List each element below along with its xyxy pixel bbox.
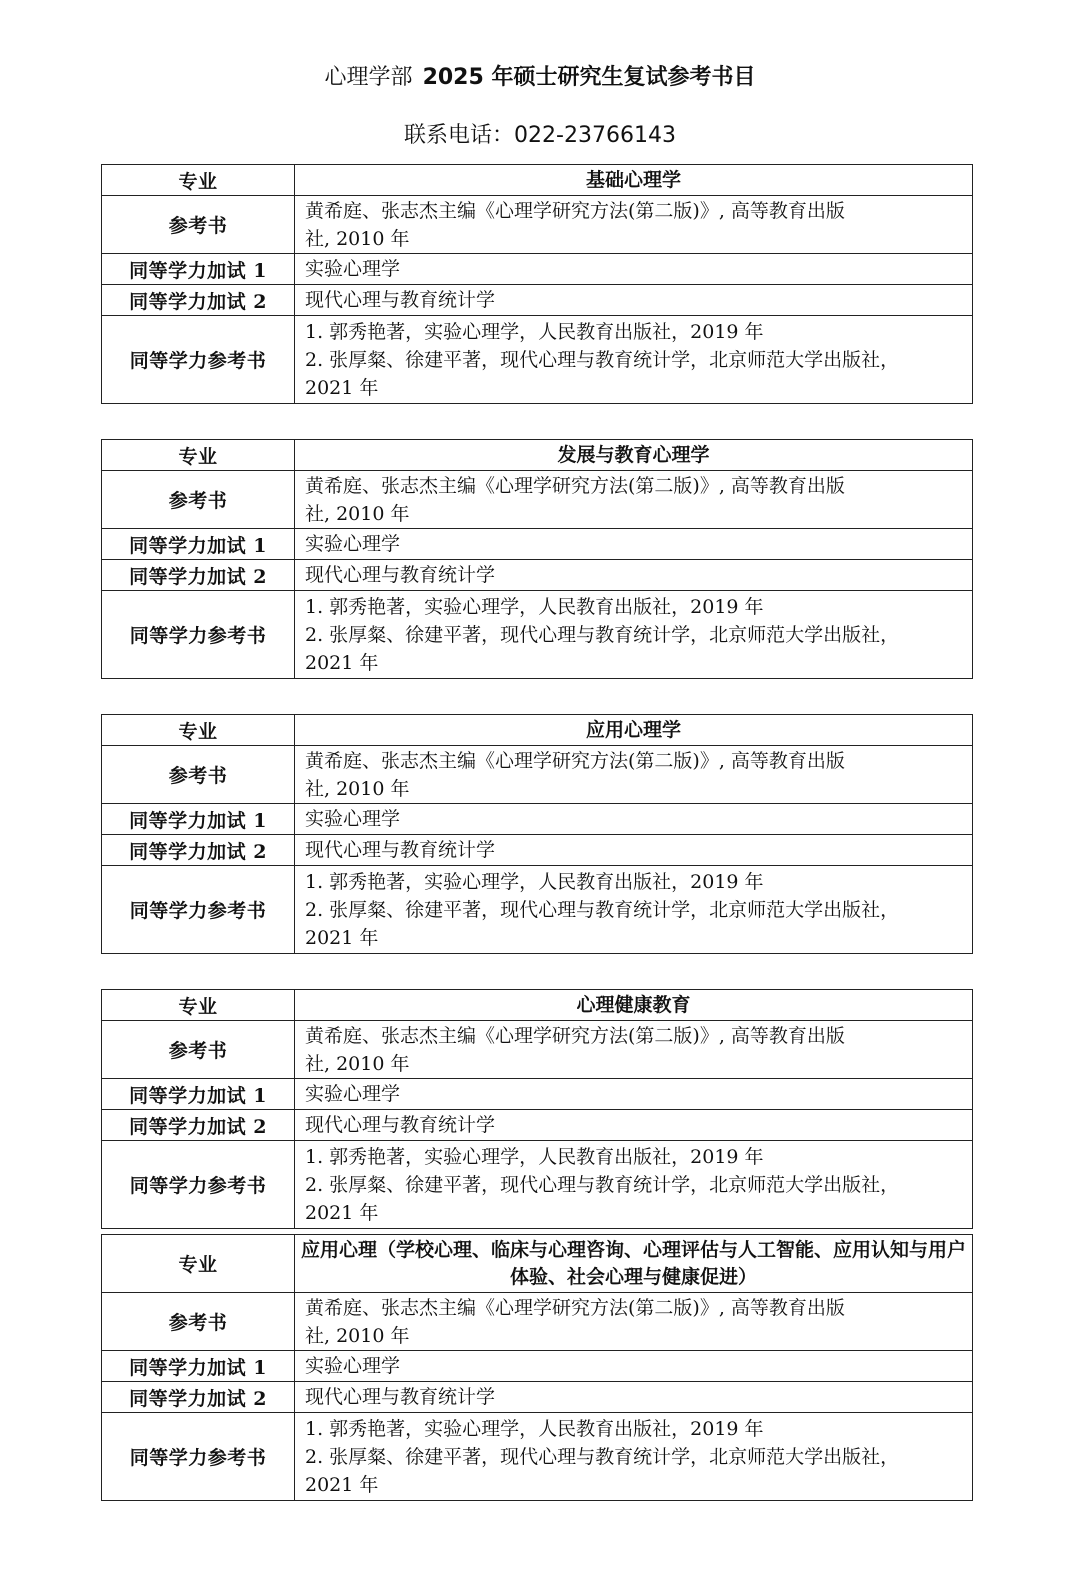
text-line: 2021 年 bbox=[305, 376, 379, 399]
equiv-ref-label: 同等学力参考书 bbox=[102, 591, 295, 679]
table-row bbox=[102, 1110, 973, 1141]
table-row bbox=[102, 285, 973, 316]
table-row bbox=[102, 1293, 973, 1351]
reference-value bbox=[295, 1293, 973, 1351]
table-row bbox=[102, 529, 973, 560]
text-line: 2. 张厚粲、徐建平著，现代心理与教育统计学，北京师范大学出版社， bbox=[305, 1173, 900, 1196]
extra2-value: 现代心理与教育统计学 bbox=[295, 285, 973, 316]
extra1-label: 同等学力加试 1 bbox=[102, 1351, 295, 1382]
major-table-4 bbox=[101, 989, 973, 1229]
table-row bbox=[102, 254, 973, 285]
text-line: 2021 年 bbox=[305, 926, 379, 949]
text-line: 应用心理（学校心理、临床与心理咨询、心理评估与人工智能、应用认知与用户 bbox=[300, 1238, 966, 1261]
text-line: 2. 张厚粲、徐建平著，现代心理与教育统计学，北京师范大学出版社， bbox=[305, 623, 900, 646]
table-row bbox=[102, 440, 973, 471]
text-line: 2021 年 bbox=[305, 1473, 379, 1496]
extra1-value: 实验心理学 bbox=[295, 1351, 973, 1382]
reference-value bbox=[295, 1021, 973, 1079]
major-name: 应用心理学 bbox=[295, 715, 973, 746]
table-row bbox=[102, 835, 973, 866]
table-row bbox=[102, 990, 973, 1021]
extra2-value: 现代心理与教育统计学 bbox=[295, 835, 973, 866]
text-line: 1. 郭秀艳著，实验心理学，人民教育出版社，2019 年 bbox=[305, 595, 764, 618]
equiv-ref-value bbox=[295, 1413, 973, 1501]
text-line: 体验、社会心理与健康促进） bbox=[509, 1265, 757, 1288]
department-name: 心理学部 bbox=[324, 65, 413, 90]
extra1-value: 实验心理学 bbox=[295, 1079, 973, 1110]
text-line: 2021 年 bbox=[305, 1201, 379, 1224]
title-main: 2025 年硕士研究生复试参考书目 bbox=[422, 65, 756, 90]
table-row bbox=[102, 196, 973, 254]
table-row bbox=[102, 1413, 973, 1501]
contact-phone bbox=[0, 120, 1080, 152]
extra2-value: 现代心理与教育统计学 bbox=[295, 560, 973, 591]
equiv-ref-value bbox=[295, 866, 973, 954]
major-label: 专业 bbox=[102, 165, 295, 196]
table-row bbox=[102, 804, 973, 835]
equiv-ref-value bbox=[295, 316, 973, 404]
reference-value bbox=[295, 746, 973, 804]
extra2-value: 现代心理与教育统计学 bbox=[295, 1110, 973, 1141]
table-row bbox=[102, 1021, 973, 1079]
equiv-ref-label: 同等学力参考书 bbox=[102, 866, 295, 954]
major-name bbox=[295, 1235, 973, 1293]
extra2-label: 同等学力加试 2 bbox=[102, 835, 295, 866]
equiv-ref-label: 同等学力参考书 bbox=[102, 316, 295, 404]
major-table-3 bbox=[101, 714, 973, 954]
major-table-5 bbox=[101, 1234, 973, 1501]
extra1-label: 同等学力加试 1 bbox=[102, 529, 295, 560]
reference-value bbox=[295, 196, 973, 254]
major-label: 专业 bbox=[102, 990, 295, 1021]
table-row bbox=[102, 746, 973, 804]
reference-label: 参考书 bbox=[102, 196, 295, 254]
extra2-value: 现代心理与教育统计学 bbox=[295, 1382, 973, 1413]
table-row bbox=[102, 866, 973, 954]
text-line: 社, 2010 年 bbox=[305, 1324, 410, 1347]
table-row bbox=[102, 1382, 973, 1413]
text-line: 社, 2010 年 bbox=[305, 227, 410, 250]
table-row bbox=[102, 1079, 973, 1110]
major-label: 专业 bbox=[102, 1235, 295, 1293]
reference-label: 参考书 bbox=[102, 1021, 295, 1079]
extra2-label: 同等学力加试 2 bbox=[102, 285, 295, 316]
extra2-label: 同等学力加试 2 bbox=[102, 1110, 295, 1141]
equiv-ref-label: 同等学力参考书 bbox=[102, 1413, 295, 1501]
reference-label: 参考书 bbox=[102, 1293, 295, 1351]
equiv-ref-value bbox=[295, 591, 973, 679]
text-line: 黄希庭、张志杰主编《心理学研究方法(第二版)》, 高等教育出版 bbox=[305, 474, 845, 497]
phone-number: 022-23766143 bbox=[514, 123, 676, 148]
text-line: 2. 张厚粲、徐建平著，现代心理与教育统计学，北京师范大学出版社， bbox=[305, 1445, 900, 1468]
table-row bbox=[102, 1235, 973, 1293]
table-row bbox=[102, 1141, 973, 1229]
major-name: 基础心理学 bbox=[295, 165, 973, 196]
table-row bbox=[102, 471, 973, 529]
page-title bbox=[0, 62, 1080, 94]
extra2-label: 同等学力加试 2 bbox=[102, 1382, 295, 1413]
major-name: 发展与教育心理学 bbox=[295, 440, 973, 471]
extra1-label: 同等学力加试 1 bbox=[102, 804, 295, 835]
text-line: 社, 2010 年 bbox=[305, 777, 410, 800]
equiv-ref-value bbox=[295, 1141, 973, 1229]
text-line: 1. 郭秀艳著，实验心理学，人民教育出版社，2019 年 bbox=[305, 1145, 764, 1168]
text-line: 社, 2010 年 bbox=[305, 502, 410, 525]
extra2-label: 同等学力加试 2 bbox=[102, 560, 295, 591]
text-line: 黄希庭、张志杰主编《心理学研究方法(第二版)》, 高等教育出版 bbox=[305, 199, 845, 222]
equiv-ref-label: 同等学力参考书 bbox=[102, 1141, 295, 1229]
extra1-value: 实验心理学 bbox=[295, 254, 973, 285]
text-line: 黄希庭、张志杰主编《心理学研究方法(第二版)》, 高等教育出版 bbox=[305, 1296, 845, 1319]
major-table-1 bbox=[101, 164, 973, 404]
text-line: 1. 郭秀艳著，实验心理学，人民教育出版社，2019 年 bbox=[305, 1417, 764, 1440]
text-line: 2. 张厚粲、徐建平著，现代心理与教育统计学，北京师范大学出版社， bbox=[305, 898, 900, 921]
text-line: 2021 年 bbox=[305, 651, 379, 674]
text-line: 1. 郭秀艳著，实验心理学，人民教育出版社，2019 年 bbox=[305, 320, 764, 343]
phone-label: 联系电话： bbox=[404, 123, 515, 148]
text-line: 黄希庭、张志杰主编《心理学研究方法(第二版)》, 高等教育出版 bbox=[305, 749, 845, 772]
table-row bbox=[102, 316, 973, 404]
extra1-value: 实验心理学 bbox=[295, 529, 973, 560]
table-row bbox=[102, 165, 973, 196]
extra1-label: 同等学力加试 1 bbox=[102, 254, 295, 285]
table-row bbox=[102, 1351, 973, 1382]
major-label: 专业 bbox=[102, 440, 295, 471]
major-table-2 bbox=[101, 439, 973, 679]
table-row bbox=[102, 560, 973, 591]
major-name: 心理健康教育 bbox=[295, 990, 973, 1021]
table-row bbox=[102, 591, 973, 679]
extra1-label: 同等学力加试 1 bbox=[102, 1079, 295, 1110]
text-line: 2. 张厚粲、徐建平著，现代心理与教育统计学，北京师范大学出版社， bbox=[305, 348, 900, 371]
major-label: 专业 bbox=[102, 715, 295, 746]
table-row bbox=[102, 715, 973, 746]
reference-label: 参考书 bbox=[102, 746, 295, 804]
text-line: 1. 郭秀艳著，实验心理学，人民教育出版社，2019 年 bbox=[305, 870, 764, 893]
extra1-value: 实验心理学 bbox=[295, 804, 973, 835]
reference-value bbox=[295, 471, 973, 529]
text-line: 社, 2010 年 bbox=[305, 1052, 410, 1075]
text-line: 黄希庭、张志杰主编《心理学研究方法(第二版)》, 高等教育出版 bbox=[305, 1024, 845, 1047]
reference-label: 参考书 bbox=[102, 471, 295, 529]
